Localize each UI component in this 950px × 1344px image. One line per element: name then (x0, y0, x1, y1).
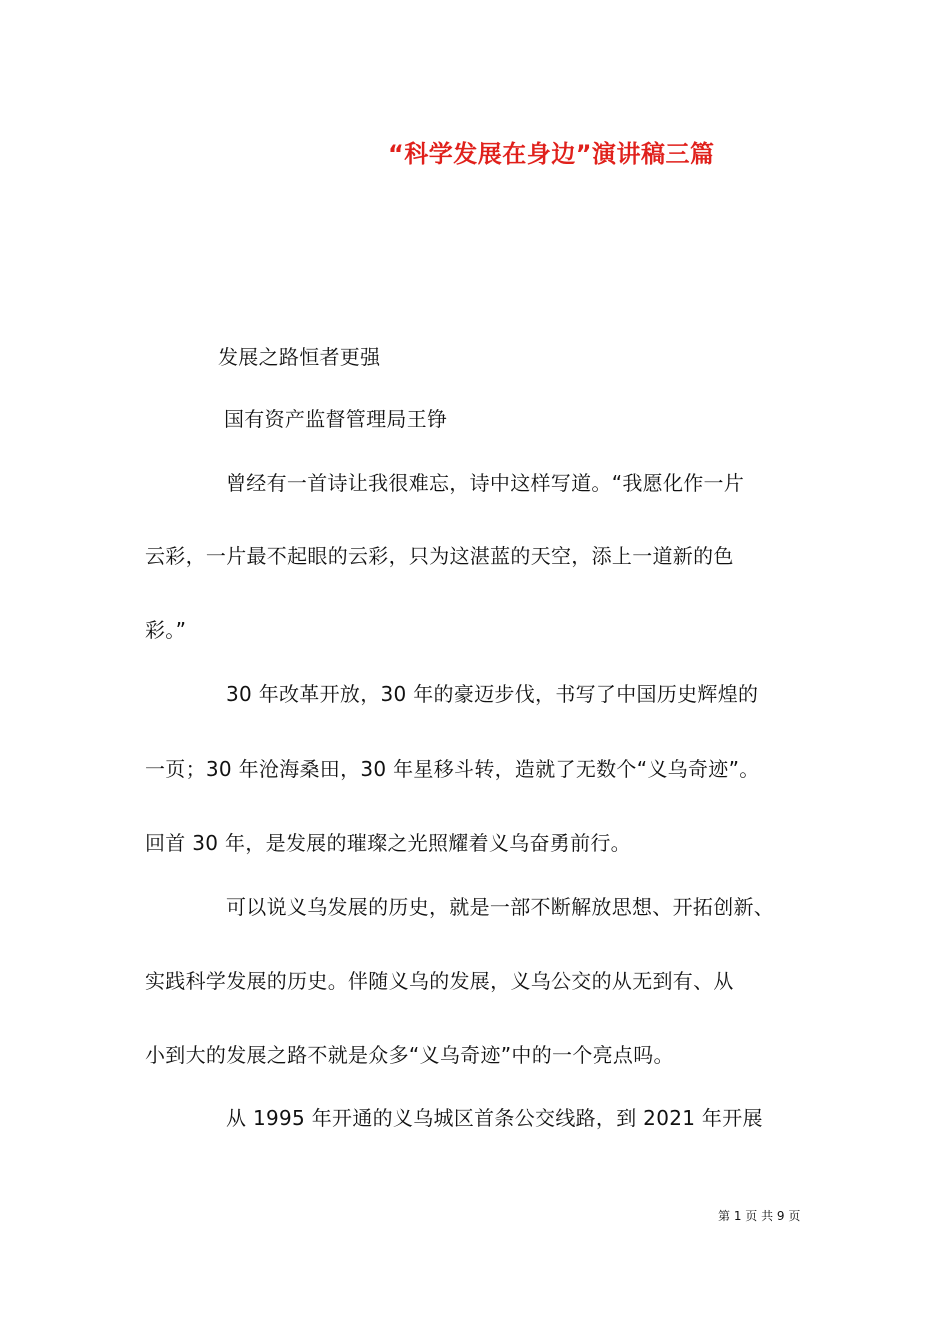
paragraph-line: 彩。” (145, 618, 187, 642)
author-line: 国有资产监督管理局王铮 (224, 407, 448, 431)
paragraph-line: 可以说义乌发展的历史，就是一部不断解放思想、开拓创新、 (226, 895, 775, 919)
paragraph-line: 回首 30 年，是发展的璀璨之光照耀着义乌奋勇前行。 (145, 831, 631, 855)
paragraph-line: 从 1995 年开通的义乌城区首条公交线路，到 2021 年开展 (226, 1106, 763, 1130)
paragraph-line: 实践科学发展的历史。伴随义乌的发展，义乌公交的从无到有、从 (145, 969, 734, 993)
paragraph-line: 云彩，一片最不起眼的云彩，只为这湛蓝的天空，添上一道新的色 (145, 544, 734, 568)
section-heading: 发展之路恒者更强 (218, 345, 381, 369)
document-title: “科学发展在身边”演讲稿三篇 (388, 140, 715, 168)
paragraph-line: 一页；30 年沧海桑田，30 年星移斗转，造就了无数个“义乌奇迹”。 (145, 757, 760, 781)
paragraph-line: 30 年改革开放，30 年的豪迈步伐，书写了中国历史辉煌的 (226, 682, 759, 706)
paragraph-line: 曾经有一首诗让我很难忘，诗中这样写道。“我愿化作一片 (226, 471, 745, 495)
paragraph-line: 小到大的发展之路不就是众多“义乌奇迹”中的一个亮点吗。 (145, 1043, 674, 1067)
page-number: 第 1 页 共 9 页 (718, 1209, 801, 1223)
